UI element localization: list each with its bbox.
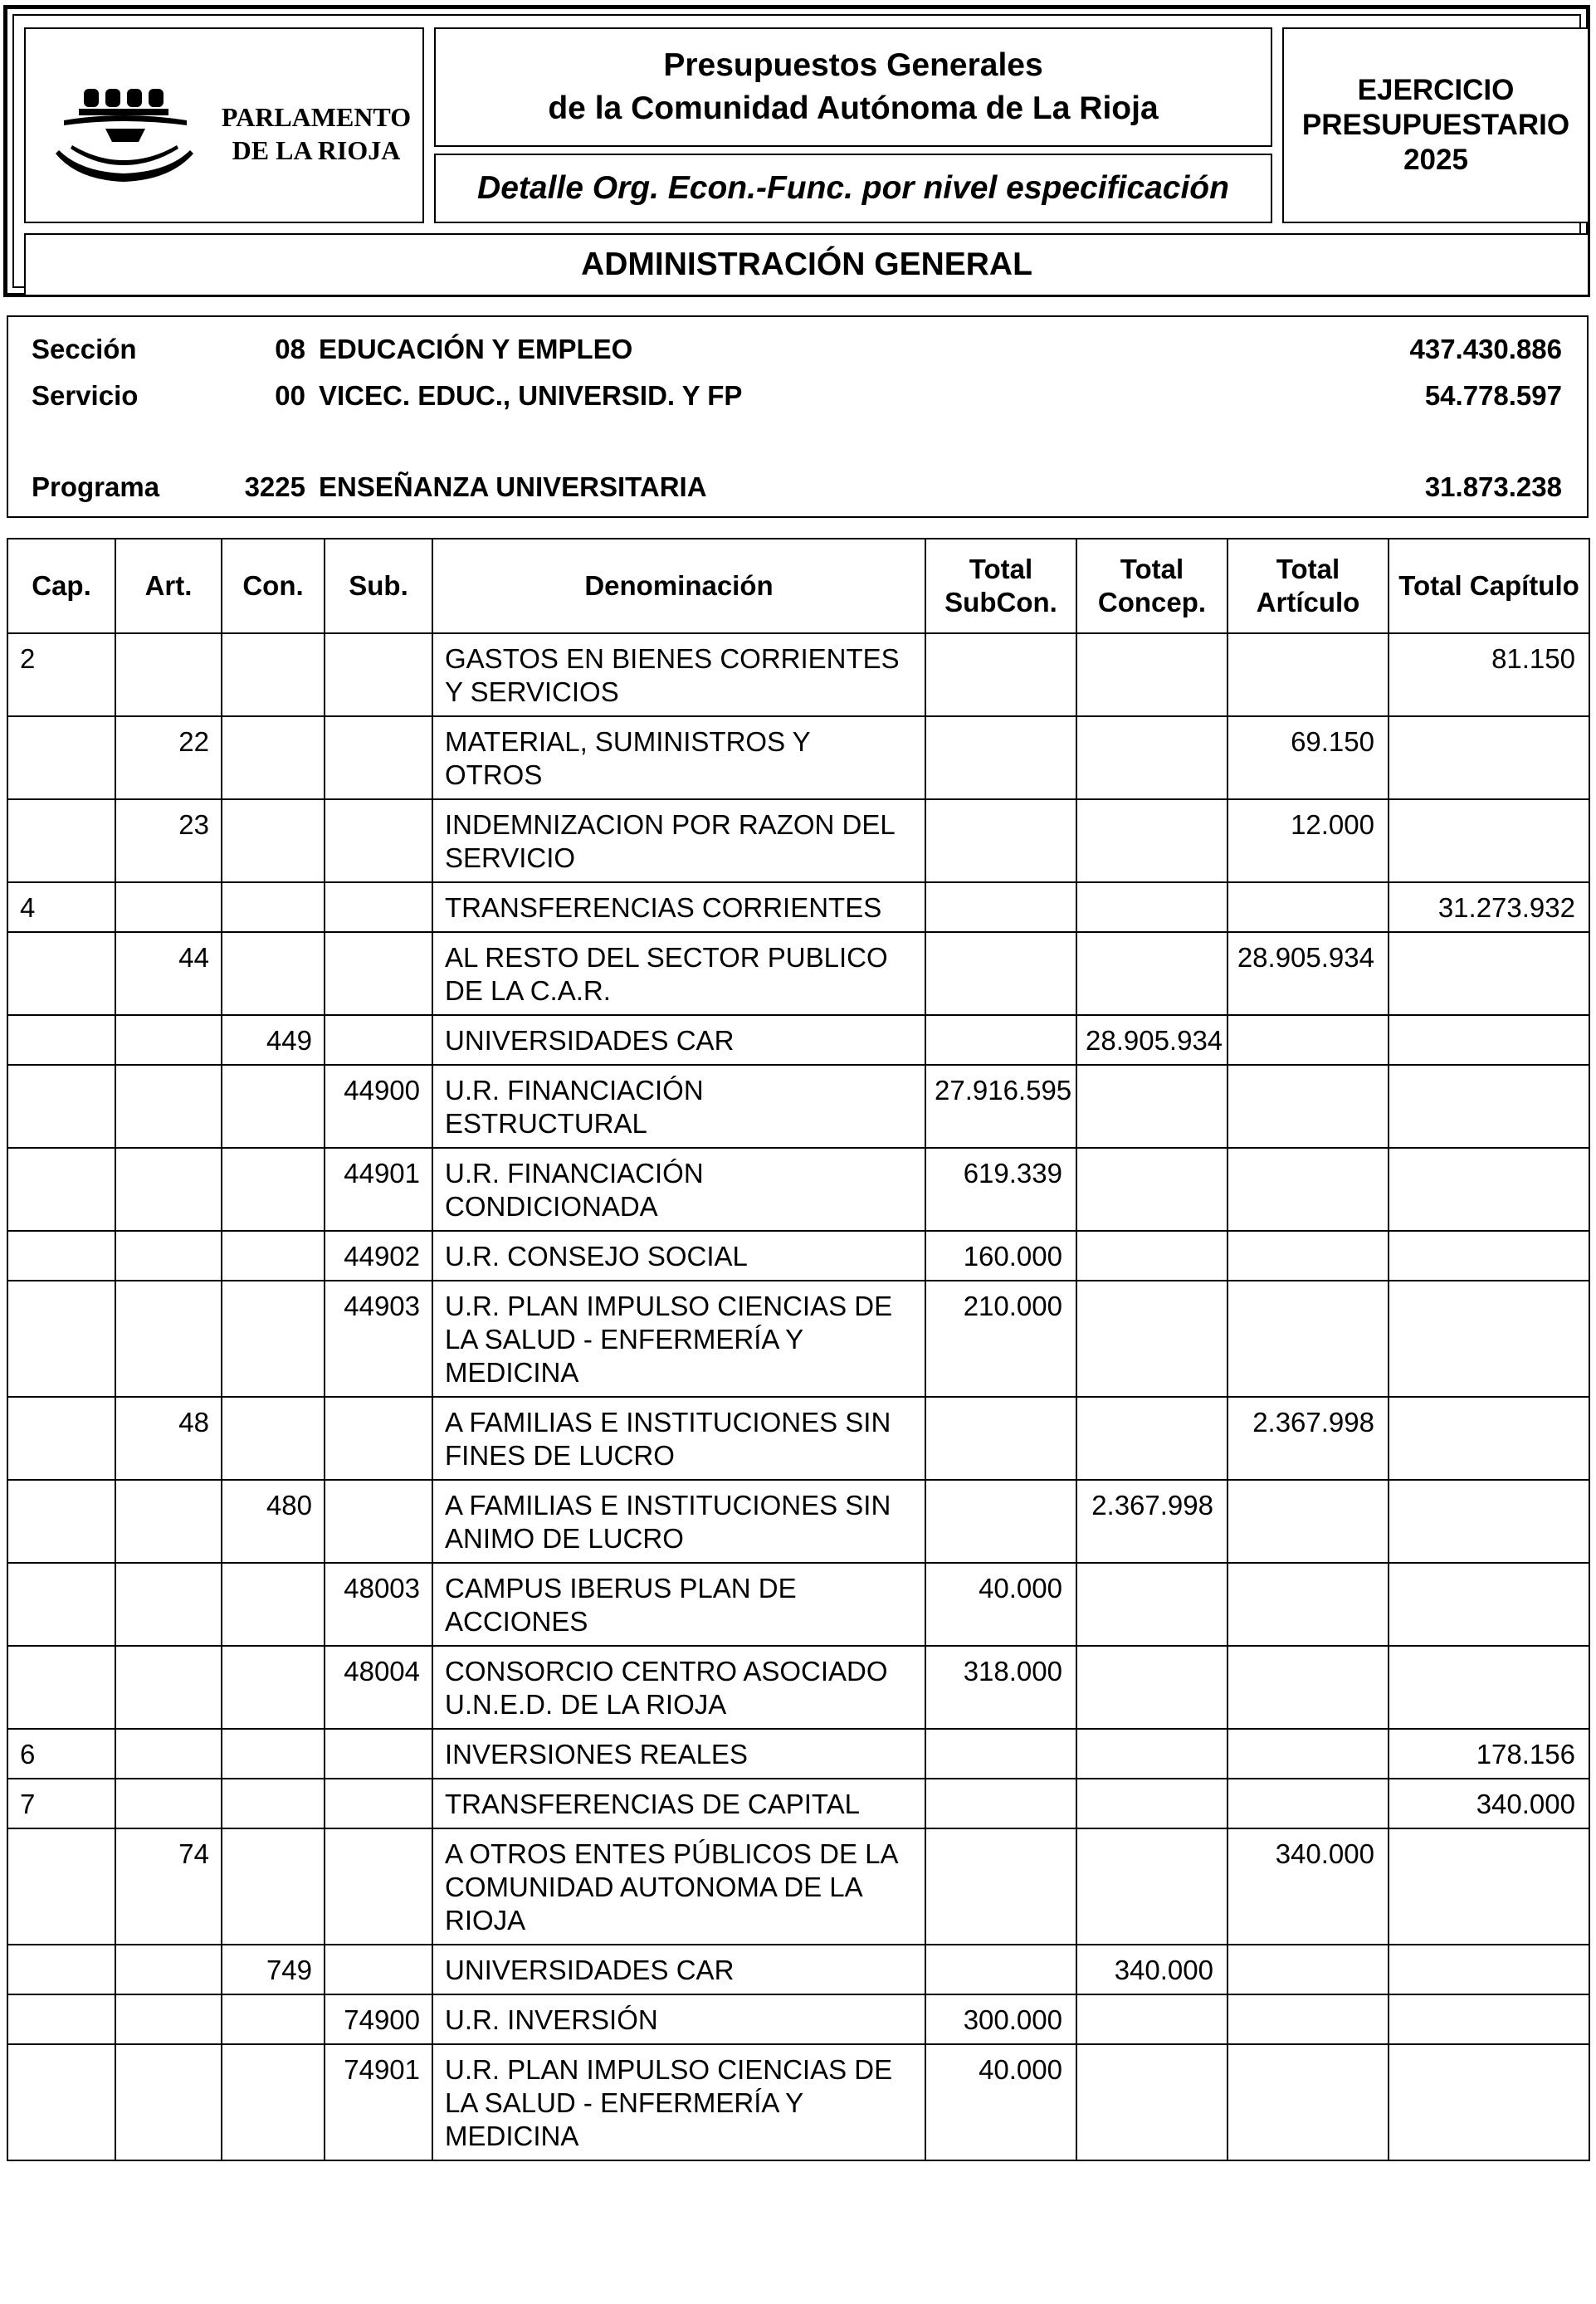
cell-total-articulo bbox=[1228, 1480, 1389, 1563]
cell-total-articulo: 12.000 bbox=[1228, 799, 1389, 882]
cell-total-subcon bbox=[925, 1779, 1076, 1828]
header-denominacion: Denominación bbox=[432, 539, 925, 633]
cell-total-capitulo bbox=[1389, 932, 1589, 1015]
cell-denominacion: TRANSFERENCIAS DE CAPITAL bbox=[432, 1779, 925, 1828]
cell-art bbox=[115, 882, 222, 932]
cell-total-concep bbox=[1076, 882, 1228, 932]
cell-sub: 44901 bbox=[325, 1148, 432, 1231]
cell-sub bbox=[325, 1729, 432, 1779]
cell-total-subcon: 40.000 bbox=[925, 2044, 1076, 2160]
cell-cap: 4 bbox=[7, 882, 115, 932]
cell-con bbox=[222, 1646, 325, 1729]
servicio-code: 00 bbox=[275, 380, 305, 411]
cell-total-capitulo bbox=[1389, 1563, 1589, 1646]
table-row bbox=[7, 633, 1589, 716]
servicio-amount: 54.778.597 bbox=[1424, 380, 1562, 411]
cell-total-capitulo bbox=[1389, 1945, 1589, 1994]
cell-denominacion: A OTROS ENTES PÚBLICOS DE LA COMUNIDAD AUTONOMA DE LA RIOJA bbox=[432, 1828, 925, 1945]
cell-con bbox=[222, 799, 325, 882]
servicio-row bbox=[8, 375, 1587, 417]
table-row bbox=[7, 1015, 1589, 1065]
cell-total-subcon bbox=[925, 1015, 1076, 1065]
cell-cap bbox=[7, 1828, 115, 1945]
header-total-subcon: Total SubCon. bbox=[925, 539, 1076, 633]
logo-box bbox=[24, 27, 424, 223]
cell-total-capitulo bbox=[1389, 1148, 1589, 1231]
cell-con bbox=[222, 1729, 325, 1779]
cell-denominacion: CAMPUS IBERUS PLAN DE ACCIONES bbox=[432, 1563, 925, 1646]
cell-total-articulo bbox=[1228, 1994, 1389, 2044]
table-row bbox=[7, 882, 1589, 932]
cell-total-articulo bbox=[1228, 1065, 1389, 1148]
seccion-row bbox=[8, 329, 1587, 370]
cell-total-subcon bbox=[925, 1729, 1076, 1779]
cell-total-concep bbox=[1076, 716, 1228, 799]
cell-con bbox=[222, 2044, 325, 2160]
cell-con: 480 bbox=[222, 1480, 325, 1563]
cell-art bbox=[115, 1480, 222, 1563]
cell-sub: 44902 bbox=[325, 1231, 432, 1281]
cell-denominacion: U.R. FINANCIACIÓN CONDICIONADA bbox=[432, 1148, 925, 1231]
cell-total-capitulo bbox=[1389, 1231, 1589, 1281]
cell-cap bbox=[7, 1945, 115, 1994]
cell-total-concep bbox=[1076, 1397, 1228, 1480]
table-row bbox=[7, 1945, 1589, 1994]
cell-total-articulo: 340.000 bbox=[1228, 1828, 1389, 1945]
cell-cap bbox=[7, 1994, 115, 2044]
cell-sub bbox=[325, 799, 432, 882]
cell-total-concep: 2.367.998 bbox=[1076, 1480, 1228, 1563]
cell-con bbox=[222, 1779, 325, 1828]
cell-art: 74 bbox=[115, 1828, 222, 1945]
admin-title: ADMINISTRACIÓN GENERAL bbox=[581, 247, 1032, 282]
table-row bbox=[7, 716, 1589, 799]
cell-total-capitulo bbox=[1389, 1397, 1589, 1480]
cell-art: 44 bbox=[115, 932, 222, 1015]
cell-con bbox=[222, 1281, 325, 1397]
table-header-row bbox=[7, 539, 1589, 633]
cell-total-concep bbox=[1076, 1994, 1228, 2044]
cell-cap bbox=[7, 716, 115, 799]
cell-sub bbox=[325, 932, 432, 1015]
cell-denominacion: UNIVERSIDADES CAR bbox=[432, 1945, 925, 1994]
cell-cap bbox=[7, 1480, 115, 1563]
cell-total-capitulo: 340.000 bbox=[1389, 1779, 1589, 1828]
cell-cap bbox=[7, 1646, 115, 1729]
cell-total-capitulo bbox=[1389, 1281, 1589, 1397]
cell-art bbox=[115, 1994, 222, 2044]
header-total-articulo: Total Artículo bbox=[1228, 539, 1389, 633]
table-row bbox=[7, 932, 1589, 1015]
ejercicio-box bbox=[1282, 27, 1589, 223]
cell-total-capitulo bbox=[1389, 1015, 1589, 1065]
cell-con bbox=[222, 882, 325, 932]
parliament-emblem-icon bbox=[47, 74, 205, 190]
programa-name: ENSEÑANZA UNIVERSITARIA bbox=[319, 471, 707, 502]
cell-total-concep bbox=[1076, 1231, 1228, 1281]
cell-con bbox=[222, 1563, 325, 1646]
cell-cap bbox=[7, 1065, 115, 1148]
cell-total-concep bbox=[1076, 1646, 1228, 1729]
cell-total-subcon bbox=[925, 1480, 1076, 1563]
programa-label: Programa bbox=[32, 471, 160, 502]
cell-total-concep: 28.905.934 bbox=[1076, 1015, 1228, 1065]
cell-cap: 7 bbox=[7, 1779, 115, 1828]
subtitle-box bbox=[434, 154, 1272, 223]
cell-art bbox=[115, 633, 222, 716]
cell-total-capitulo bbox=[1389, 799, 1589, 882]
title-box bbox=[434, 27, 1272, 147]
cell-total-capitulo bbox=[1389, 1065, 1589, 1148]
cell-total-subcon: 210.000 bbox=[925, 1281, 1076, 1397]
programa-row bbox=[8, 466, 1587, 508]
cell-total-articulo bbox=[1228, 1779, 1389, 1828]
cell-denominacion: TRANSFERENCIAS CORRIENTES bbox=[432, 882, 925, 932]
cell-total-subcon: 300.000 bbox=[925, 1994, 1076, 2044]
cell-art bbox=[115, 2044, 222, 2160]
table-row bbox=[7, 1148, 1589, 1231]
cell-total-articulo bbox=[1228, 1563, 1389, 1646]
table-row bbox=[7, 2044, 1589, 2160]
cell-total-subcon bbox=[925, 882, 1076, 932]
table-row bbox=[7, 799, 1589, 882]
cell-total-articulo bbox=[1228, 882, 1389, 932]
cell-total-articulo: 69.150 bbox=[1228, 716, 1389, 799]
cell-total-articulo bbox=[1228, 2044, 1389, 2160]
cell-art bbox=[115, 1065, 222, 1148]
ejercicio-line1: EJERCICIO bbox=[1357, 74, 1515, 106]
cell-art bbox=[115, 1729, 222, 1779]
budget-table bbox=[7, 538, 1590, 2161]
document-header bbox=[3, 5, 1590, 297]
cell-total-articulo bbox=[1228, 1231, 1389, 1281]
cell-sub bbox=[325, 1828, 432, 1945]
cell-con bbox=[222, 633, 325, 716]
table-row bbox=[7, 1828, 1589, 1945]
ejercicio-year: 2025 bbox=[1403, 144, 1468, 176]
table-row bbox=[7, 1779, 1589, 1828]
cell-total-articulo bbox=[1228, 1945, 1389, 1994]
cell-sub bbox=[325, 1480, 432, 1563]
admin-box bbox=[24, 233, 1589, 296]
cell-sub: 48004 bbox=[325, 1646, 432, 1729]
cell-total-concep bbox=[1076, 1065, 1228, 1148]
cell-cap bbox=[7, 1397, 115, 1480]
cell-con bbox=[222, 1231, 325, 1281]
cell-art bbox=[115, 1779, 222, 1828]
cell-sub bbox=[325, 716, 432, 799]
cell-con bbox=[222, 716, 325, 799]
header-total-capitulo: Total Capítulo bbox=[1389, 539, 1589, 633]
cell-total-articulo bbox=[1228, 1281, 1389, 1397]
cell-sub bbox=[325, 882, 432, 932]
cell-total-concep bbox=[1076, 2044, 1228, 2160]
cell-con: 449 bbox=[222, 1015, 325, 1065]
cell-total-subcon bbox=[925, 633, 1076, 716]
cell-denominacion: INVERSIONES REALES bbox=[432, 1729, 925, 1779]
cell-total-subcon: 619.339 bbox=[925, 1148, 1076, 1231]
cell-art bbox=[115, 1646, 222, 1729]
cell-denominacion: INDEMNIZACION POR RAZON DEL SERVICIO bbox=[432, 799, 925, 882]
cell-sub: 74900 bbox=[325, 1994, 432, 2044]
table-row bbox=[7, 1281, 1589, 1397]
cell-art: 48 bbox=[115, 1397, 222, 1480]
servicio-name: VICEC. EDUC., UNIVERSID. Y FP bbox=[319, 380, 743, 411]
cell-total-subcon bbox=[925, 932, 1076, 1015]
cell-cap bbox=[7, 1563, 115, 1646]
cell-art bbox=[115, 1281, 222, 1397]
cell-total-concep bbox=[1076, 1729, 1228, 1779]
cell-sub bbox=[325, 1397, 432, 1480]
cell-con bbox=[222, 1994, 325, 2044]
header-con: Con. bbox=[222, 539, 325, 633]
cell-denominacion: U.R. PLAN IMPULSO CIENCIAS DE LA SALUD - ENFERMERÍA Y MEDICINA bbox=[432, 2044, 925, 2160]
cell-total-capitulo bbox=[1389, 1480, 1589, 1563]
cell-total-subcon: 27.916.595 bbox=[925, 1065, 1076, 1148]
cell-sub: 48003 bbox=[325, 1563, 432, 1646]
cell-total-subcon bbox=[925, 1828, 1076, 1945]
cell-denominacion: UNIVERSIDADES CAR bbox=[432, 1015, 925, 1065]
cell-total-capitulo bbox=[1389, 1828, 1589, 1945]
header-total-concep: Total Concep. bbox=[1076, 539, 1228, 633]
cell-con bbox=[222, 932, 325, 1015]
logo-text-line1: PARLAMENTO bbox=[221, 102, 412, 132]
cell-art bbox=[115, 1148, 222, 1231]
cell-cap bbox=[7, 932, 115, 1015]
ejercicio-line2: PRESUPUESTARIO bbox=[1301, 109, 1570, 141]
cell-sub: 44900 bbox=[325, 1065, 432, 1148]
table-row bbox=[7, 1563, 1589, 1646]
seccion-label: Sección bbox=[32, 334, 137, 364]
cell-cap bbox=[7, 1148, 115, 1231]
cell-cap: 6 bbox=[7, 1729, 115, 1779]
seccion-code: 08 bbox=[275, 334, 305, 364]
cell-total-subcon bbox=[925, 1397, 1076, 1480]
cell-cap bbox=[7, 1231, 115, 1281]
cell-total-concep bbox=[1076, 932, 1228, 1015]
cell-denominacion: U.R. INVERSIÓN bbox=[432, 1994, 925, 2044]
cell-total-articulo bbox=[1228, 1015, 1389, 1065]
table-row bbox=[7, 1480, 1589, 1563]
cell-art bbox=[115, 1015, 222, 1065]
cell-cap: 2 bbox=[7, 633, 115, 716]
cell-art bbox=[115, 1945, 222, 1994]
cell-cap bbox=[7, 799, 115, 882]
cell-total-capitulo bbox=[1389, 716, 1589, 799]
cell-denominacion: AL RESTO DEL SECTOR PUBLICO DE LA C.A.R. bbox=[432, 932, 925, 1015]
cell-total-concep bbox=[1076, 799, 1228, 882]
cell-total-capitulo: 178.156 bbox=[1389, 1729, 1589, 1779]
seccion-amount: 437.430.886 bbox=[1409, 334, 1562, 364]
logo-text-line2: DE LA RIOJA bbox=[232, 135, 401, 165]
table-body bbox=[7, 633, 1589, 2160]
section-info bbox=[7, 315, 1589, 518]
cell-sub: 44903 bbox=[325, 1281, 432, 1397]
cell-total-concep bbox=[1076, 1779, 1228, 1828]
cell-total-concep bbox=[1076, 1281, 1228, 1397]
table-row bbox=[7, 1231, 1589, 1281]
subtitle: Detalle Org. Econ.-Func. por nivel especificación bbox=[477, 170, 1229, 206]
cell-art bbox=[115, 1563, 222, 1646]
cell-cap bbox=[7, 1015, 115, 1065]
cell-total-articulo bbox=[1228, 1148, 1389, 1231]
cell-total-articulo: 2.367.998 bbox=[1228, 1397, 1389, 1480]
cell-denominacion: U.R. CONSEJO SOCIAL bbox=[432, 1231, 925, 1281]
cell-sub bbox=[325, 1015, 432, 1065]
title-line2: de la Comunidad Autónoma de La Rioja bbox=[548, 90, 1159, 126]
cell-total-subcon: 160.000 bbox=[925, 1231, 1076, 1281]
table-row bbox=[7, 1729, 1589, 1779]
cell-total-concep: 340.000 bbox=[1076, 1945, 1228, 1994]
cell-total-capitulo: 81.150 bbox=[1389, 633, 1589, 716]
table-row bbox=[7, 1994, 1589, 2044]
cell-total-capitulo bbox=[1389, 1994, 1589, 2044]
cell-total-capitulo bbox=[1389, 2044, 1589, 2160]
cell-art: 22 bbox=[115, 716, 222, 799]
cell-total-concep bbox=[1076, 1148, 1228, 1231]
cell-con bbox=[222, 1397, 325, 1480]
cell-sub bbox=[325, 1779, 432, 1828]
seccion-name: EDUCACIÓN Y EMPLEO bbox=[319, 334, 633, 364]
servicio-label: Servicio bbox=[32, 380, 139, 411]
cell-denominacion: U.R. PLAN IMPULSO CIENCIAS DE LA SALUD - ENFERMERÍA Y MEDICINA bbox=[432, 1281, 925, 1397]
cell-total-articulo bbox=[1228, 633, 1389, 716]
cell-total-concep bbox=[1076, 1828, 1228, 1945]
title-line1: Presupuestos Generales bbox=[663, 47, 1043, 83]
cell-denominacion: U.R. FINANCIACIÓN ESTRUCTURAL bbox=[432, 1065, 925, 1148]
cell-denominacion: MATERIAL, SUMINISTROS Y OTROS bbox=[432, 716, 925, 799]
cell-total-articulo: 28.905.934 bbox=[1228, 932, 1389, 1015]
cell-denominacion: CONSORCIO CENTRO ASOCIADO U.N.E.D. DE LA RIOJA bbox=[432, 1646, 925, 1729]
cell-con bbox=[222, 1065, 325, 1148]
cell-art bbox=[115, 1231, 222, 1281]
header-art: Art. bbox=[115, 539, 222, 633]
table-row bbox=[7, 1646, 1589, 1729]
cell-total-subcon bbox=[925, 799, 1076, 882]
cell-total-articulo bbox=[1228, 1646, 1389, 1729]
cell-con bbox=[222, 1828, 325, 1945]
cell-con bbox=[222, 1148, 325, 1231]
cell-total-subcon bbox=[925, 1945, 1076, 1994]
programa-amount: 31.873.238 bbox=[1424, 471, 1562, 502]
cell-total-subcon: 318.000 bbox=[925, 1646, 1076, 1729]
cell-denominacion: A FAMILIAS E INSTITUCIONES SIN ANIMO DE LUCRO bbox=[432, 1480, 925, 1563]
table-row bbox=[7, 1397, 1589, 1480]
cell-total-subcon: 40.000 bbox=[925, 1563, 1076, 1646]
cell-cap bbox=[7, 2044, 115, 2160]
cell-total-capitulo: 31.273.932 bbox=[1389, 882, 1589, 932]
cell-total-concep bbox=[1076, 1563, 1228, 1646]
table-row bbox=[7, 1065, 1589, 1148]
cell-sub bbox=[325, 633, 432, 716]
cell-con: 749 bbox=[222, 1945, 325, 1994]
cell-denominacion: GASTOS EN BIENES CORRIENTES Y SERVICIOS bbox=[432, 633, 925, 716]
header-frame bbox=[12, 14, 1581, 288]
cell-cap bbox=[7, 1281, 115, 1397]
programa-code: 3225 bbox=[244, 471, 305, 502]
header-sub: Sub. bbox=[325, 539, 432, 633]
cell-art: 23 bbox=[115, 799, 222, 882]
cell-sub: 74901 bbox=[325, 2044, 432, 2160]
cell-sub bbox=[325, 1945, 432, 1994]
cell-total-capitulo bbox=[1389, 1646, 1589, 1729]
cell-total-concep bbox=[1076, 633, 1228, 716]
header-cap: Cap. bbox=[7, 539, 115, 633]
cell-denominacion: A FAMILIAS E INSTITUCIONES SIN FINES DE LUCRO bbox=[432, 1397, 925, 1480]
cell-total-subcon bbox=[925, 716, 1076, 799]
cell-total-articulo bbox=[1228, 1729, 1389, 1779]
